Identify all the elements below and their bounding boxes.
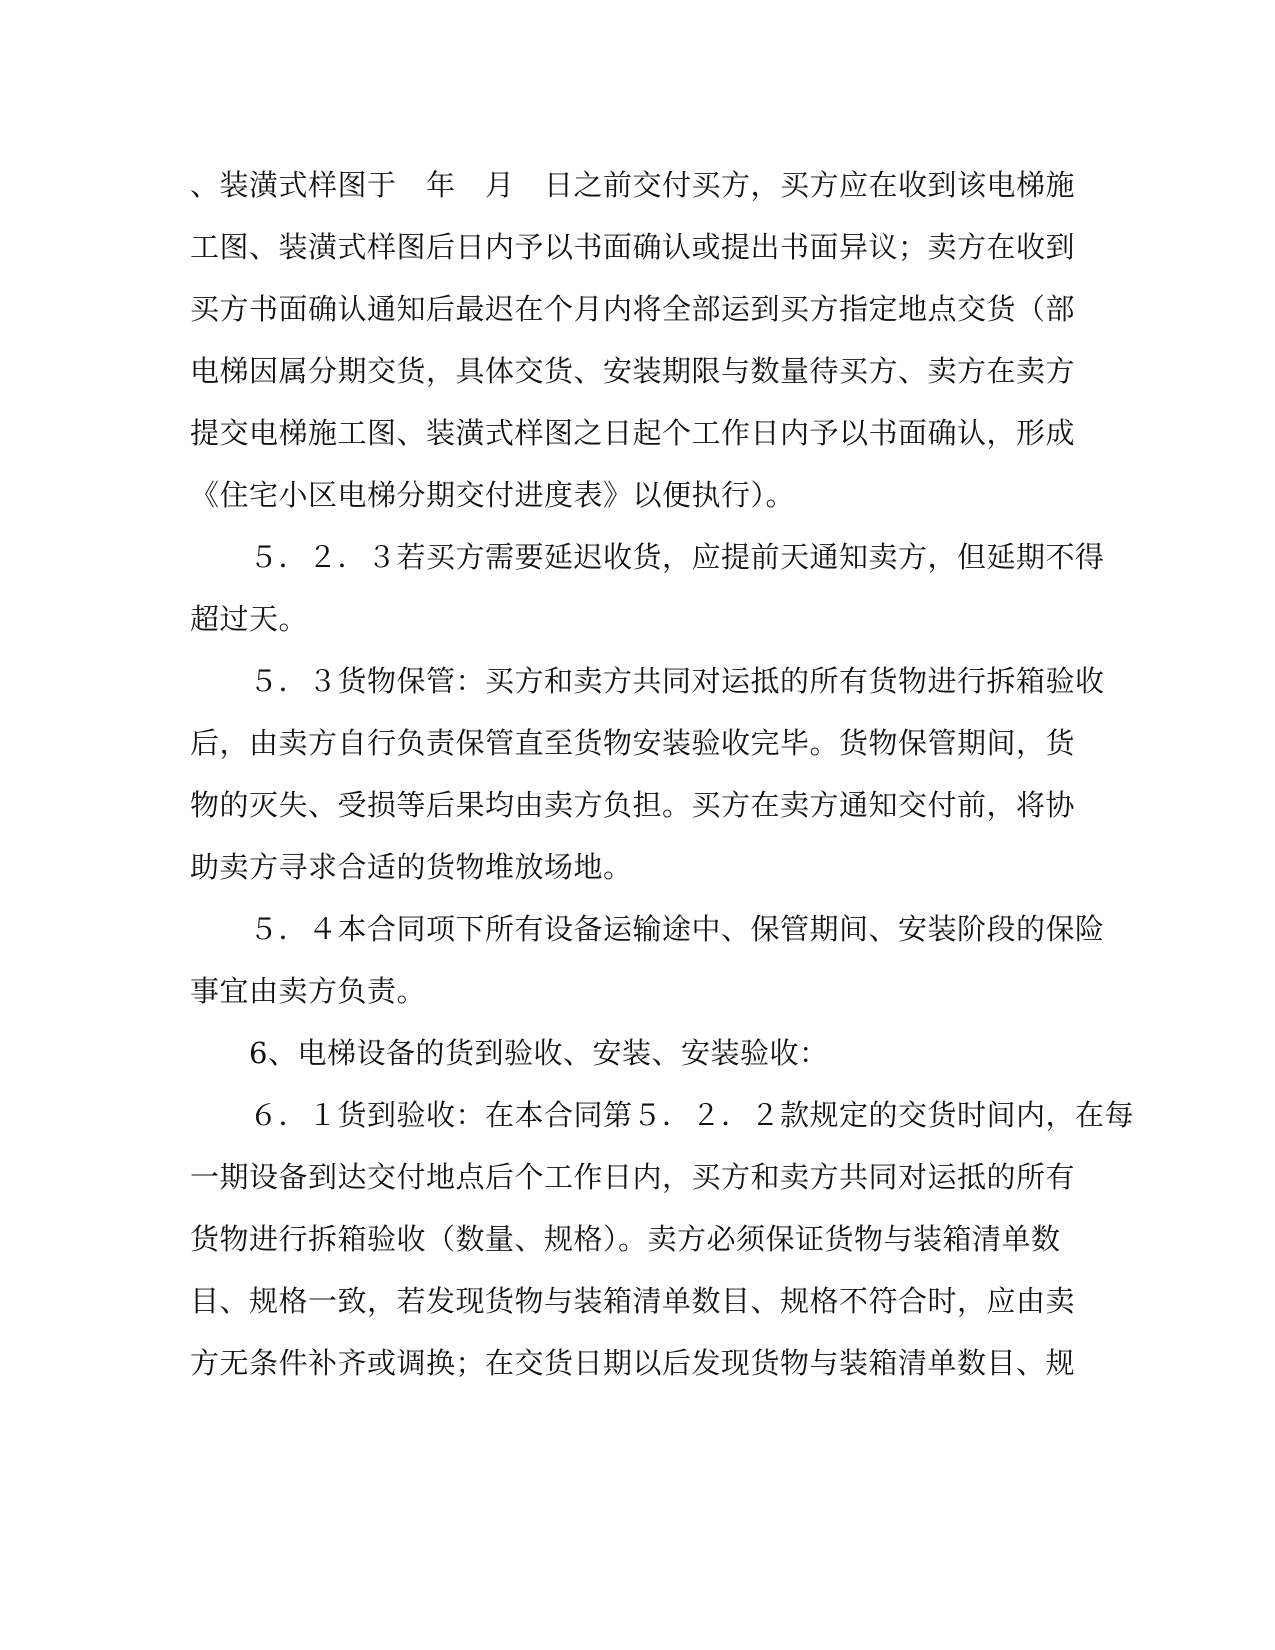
text-line: 物的灭失、受损等后果均由卖方负担。买方在卖方通知交付前，将协: [190, 788, 1076, 822]
text-line: 电梯因属分期交货，具体交货、安装期限与数量待买方、卖方在卖方: [190, 354, 1076, 388]
text-line: 货物进行拆箱验收（数量、规格）。卖方必须保证货物与装箱清单数: [190, 1222, 1061, 1256]
text-line: 工图、装潢式样图后日内予以书面确认或提出书面异议；卖方在收到: [190, 230, 1076, 264]
text-line: ５．２．３若买方需要延迟收货，应提前天通知卖方，但延期不得: [190, 540, 1105, 574]
text-line: 方无条件补齐或调换；在交货日期以后发现货物与装箱清单数目、规: [190, 1346, 1076, 1380]
text-line: 助卖方寻求合适的货物堆放场地。: [190, 850, 633, 884]
text-line: 超过天。: [190, 602, 309, 636]
text-line: 事宜由卖方负责。: [190, 974, 427, 1008]
text-line: 提交电梯施工图、装潢式样图之日起个工作日内予以书面确认，形成: [190, 416, 1076, 450]
text-line: 后，由卖方自行负责保管直至货物安装验收完毕。货物保管期间，货: [190, 726, 1076, 760]
text-line: 一期设备到达交付地点后个工作日内，买方和卖方共同对运抵的所有: [190, 1160, 1076, 1194]
text-line: ６．１货到验收：在本合同第５．２．２款规定的交货时间内，在每: [190, 1098, 1135, 1132]
text-line: 《住宅小区电梯分期交付进度表》以便执行）。: [190, 478, 796, 512]
text-line: ５．４本合同项下所有设备运输途中、保管期间、安装阶段的保险: [190, 912, 1105, 946]
text-line: ５．３货物保管：买方和卖方共同对运抵的所有货物进行拆箱验收: [190, 664, 1105, 698]
section-heading: 6、电梯设备的货到验收、安装、安装验收：: [190, 1036, 829, 1070]
text-line: 买方书面确认通知后最迟在个月内将全部运到买方指定地点交货（部: [190, 292, 1076, 326]
text-line: 、装潢式样图于 年 月 日之前交付买方，买方应在收到该电梯施: [190, 168, 1076, 202]
text-line: 目、规格一致，若发现货物与装箱清单数目、规格不符合时，应由卖: [190, 1284, 1076, 1318]
